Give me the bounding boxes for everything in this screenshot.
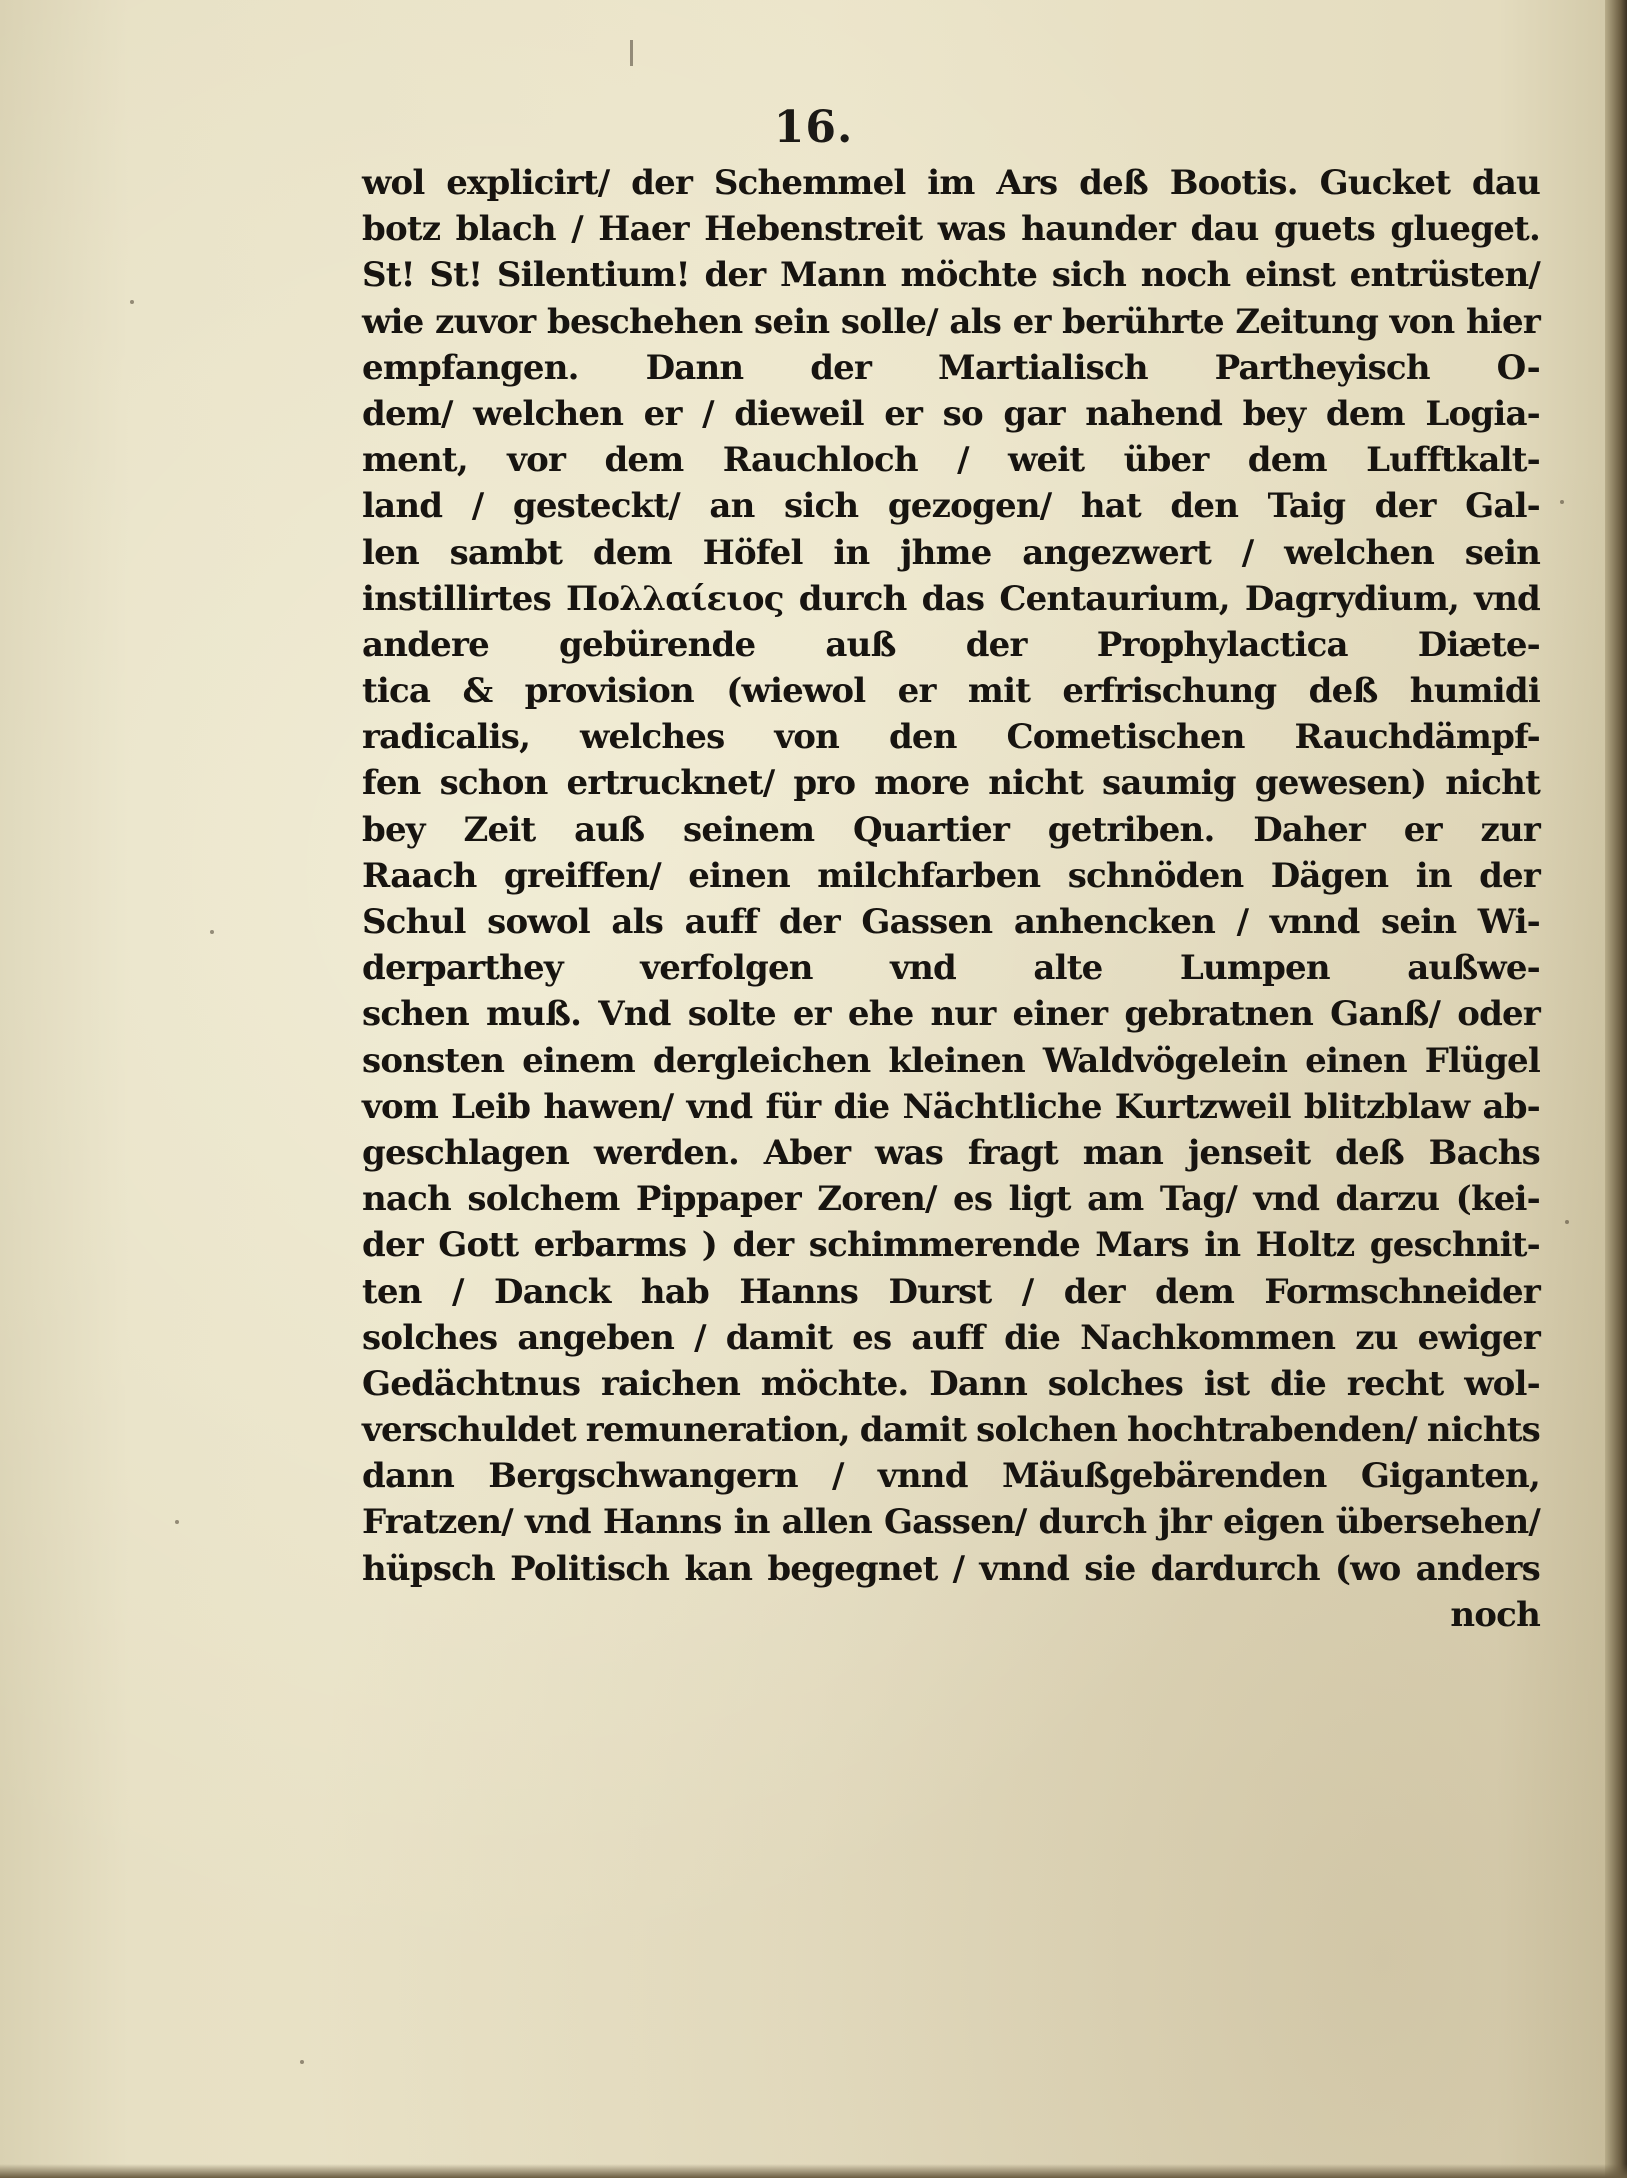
catchword: noch: [1450, 1594, 1540, 1635]
text-line: land / gesteckt/ an sich gezogen/ hat den Taig der Gal-: [362, 486, 1540, 527]
text-line: hüpsch Politisch kan begegnet / vnnd sie dardurch (wo anders: [362, 1548, 1540, 1589]
text-line: radicalis, welches von den Cometischen Rauchdämpf-: [362, 717, 1540, 758]
paper-speck: [210, 930, 214, 934]
text-line: Raach greiffen/ einen milchfarben schnöden Dägen in der: [362, 855, 1540, 896]
text-line: andere gebürende auß der Prophylactica Diæte-: [362, 624, 1540, 665]
paper-speck: [175, 1520, 179, 1524]
text-line: len sambt dem Höfel in jhme angezwert / welchen sein: [362, 532, 1540, 573]
text-line: dann Bergschwangern / vnnd Mäußgebärenden Giganten,: [362, 1456, 1540, 1497]
text-line: bey Zeit auß seinem Quartier getriben. Daher er zur: [362, 809, 1540, 850]
text-line: solches angeben / damit es auff die Nachkommen zu ewiger: [362, 1317, 1540, 1358]
text-line: derparthey verfolgen vnd alte Lumpen außwe-: [362, 948, 1540, 989]
text-line: Schul sowol als auff der Gassen anhencken / vnnd sein Wi-: [362, 902, 1540, 942]
text-line: Fratzen/ vnd Hanns in allen Gassen/ durch jhr eigen übersehen/: [362, 1502, 1540, 1543]
text-line: St! St! Silentium! der Mann möchte sich noch einst entrüsten/: [362, 255, 1540, 296]
text-line: der Gott erbarms ) der schimmerende Mars in Holtz geschnit-: [362, 1225, 1540, 1266]
ink-mark: [630, 40, 633, 66]
text-line: Gedächtnus raichen möchte. Dann solches ist die recht wol-: [362, 1363, 1540, 1404]
page-edge: [0, 2164, 1627, 2178]
text-line: geschlagen werden. Aber was fragt man jenseit deß Bachs: [362, 1132, 1540, 1173]
text-line: verschuldet remuneration, damit solchen hochtrabenden/ nichts: [362, 1410, 1540, 1451]
paper-speck: [130, 300, 134, 304]
text-line: nach solchem Pippaper Zoren/ es ligt am Tag/ vnd darzu (kei-: [362, 1179, 1540, 1220]
text-line: dem/ welchen er / dieweil er so gar nahend bey dem Logia-: [362, 393, 1540, 434]
text-line: ment, vor dem Rauchloch / weit über dem Lufftkalt-: [362, 440, 1540, 481]
text-line: schen muß. Vnd solte er ehe nur einer gebratnen Ganß/ oder: [362, 994, 1540, 1035]
text-line: instillirtes Πολλαίειος durch das Centaurium, Dagrydium, vnd: [362, 578, 1540, 619]
body-text: [362, 160, 1540, 1638]
text-line: empfangen. Dann der Martialisch Partheyisch O-: [362, 347, 1540, 388]
text-line: vom Leib hawen/ vnd für die Nächtliche Kurtzweil blitzblaw ab-: [362, 1086, 1540, 1127]
text-line: wol explicirt/ der Schemmel im Ars deß Bootis. Gucket dau: [362, 163, 1540, 203]
paper-speck: [1565, 1220, 1569, 1224]
text-line: wie zuvor beschehen sein solle/ als er berührte Zeitung von hier: [362, 301, 1540, 342]
paper-speck: [300, 2060, 304, 2064]
text-line: sonsten einem dergleichen kleinen Waldvögelein einen Flügel: [362, 1040, 1540, 1081]
text-line: fen schon ertrucknet/ pro more nicht saumig gewesen) nicht: [362, 763, 1540, 804]
text-line: tica & provision (wiewol er mit erfrischung deß humidi: [362, 671, 1540, 712]
page-number: 16.: [773, 102, 854, 153]
page-edge: [1605, 0, 1627, 2178]
paper-speck: [1560, 500, 1564, 504]
text-line: botz blach / Haer Hebenstreit was haunder dau guets glueget.: [362, 209, 1540, 250]
text-line: ten / Danck hab Hanns Durst / der dem Formschneider: [362, 1271, 1540, 1312]
